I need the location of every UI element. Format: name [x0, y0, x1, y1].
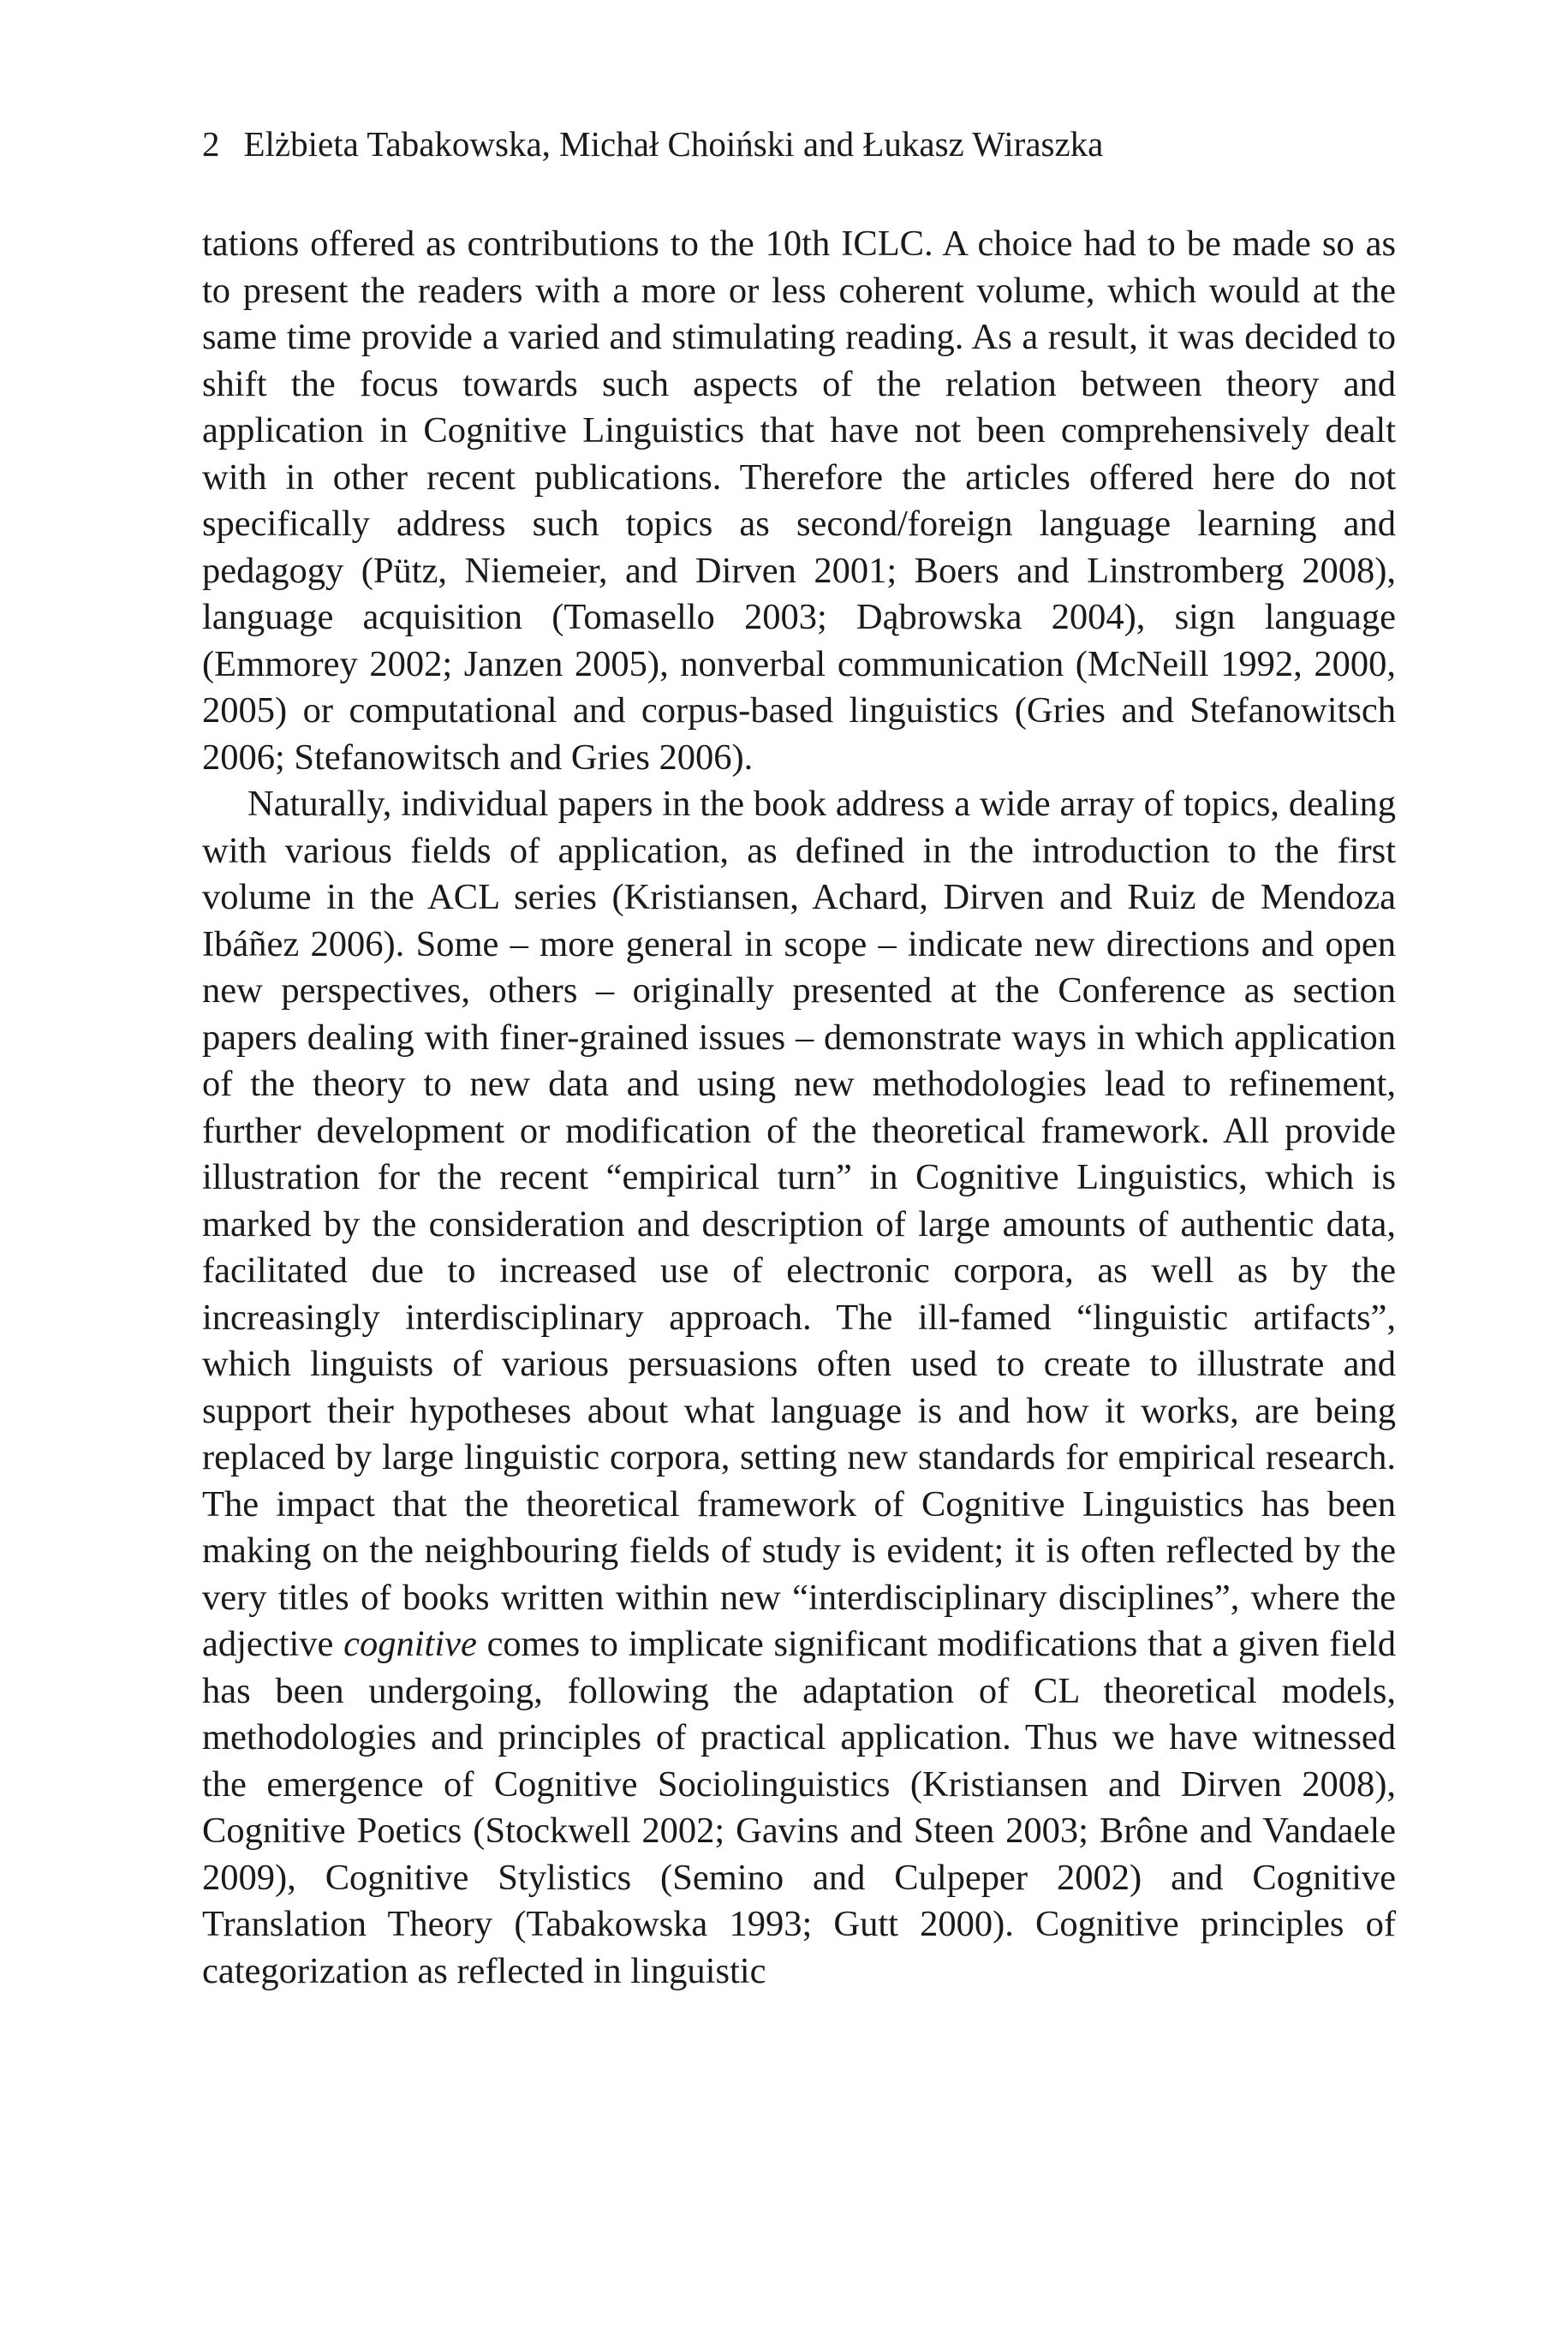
paragraph-2-text-start: Naturally, individual papers in the book address a wide array of topics, dealing with various fields of application, as defined in the introduction to the first volume in the ACL series (Kristiansen, Achard, Dirven and Ruiz de Mendoza Ibáñez 2006). Some – more general in scope – indicate new directions and open new perspectives, others – originally presented at the Conference as section papers dealing with finer-grained issues – demonstrate ways in which application of the theory to new data and using new methodologies lead to refinement, further development or modification of the theoretical framework. All provide illustration for the recent “empirical turn” in Cognitive Linguistics, which is marked by the consideration and description of large amounts of authentic data, facilitated due to increased use of electronic corpora, as well as by the increasingly interdisciplinary approach. The ill-famed “linguistic artifacts”, which linguists of various persuasions often used to create to illustrate and support their hypotheses about what language is and how it works, are being replaced by large linguistic corpora, setting new standards for empirical research. The impact that the theoretical framework of Cognitive Linguistics has been making on the neighbouring fields of study is evident; it is often reflected by the very titles of books written within new “interdisciplinary disciplines”, where the adjective [202, 784, 1396, 1664]
italic-term: cognitive [343, 1624, 477, 1664]
body-text [202, 221, 1396, 1995]
paragraph-1: tations offered as contributions to the 10th ICLC. A choice had to be made so as to present the readers with a more or less coherent volume, which would at the same time provide a varied and stimulating reading. As a result, it was decided to shift the focus towards such aspects of the relation between theory and application in Cognitive Linguistics that have not been comprehensively dealt with in other recent publications. Therefore the articles offered here do not specifically address such topics as second/foreign language learning and pedagogy (Pütz, Niemeier, and Dirven 2001; Boers and Linstromberg 2008), language acquisition (Tomasello 2003; Dąbrowska 2004), sign language (Emmorey 2002; Janzen 2005), nonverbal communication (McNeill 1992, 2000, 2005) or computational and corpus-based linguistics (Gries and Stefanowitsch 2006; Stefanowitsch and Gries 2006). [202, 224, 1396, 778]
page-number: 2 [202, 124, 220, 164]
paragraph-2-text-end: comes to implicate significant modifications that a given field has been undergoing, following the adaptation of CL theoretical models, methodologies and principles of practical application. Thus we have witnessed the emergence of Cognitive Sociolinguistics (Kristiansen and Dirven 2008), Cognitive Poetics (Stockwell 2002; Gavins and Steen 2003; Brône and Vandaele 2009), Cognitive Stylistics (Semino and Culpeper 2002) and Cognitive Translation Theory (Tabakowska 1993; Gutt 2000). Cognitive principles of categorization as reflected in linguistic [202, 1624, 1396, 1991]
running-head [202, 120, 1103, 168]
running-head-authors: Elżbieta Tabakowska, Michał Choiński and Łukasz Wiraszka [243, 124, 1104, 164]
paragraph-2 [202, 781, 1396, 1995]
